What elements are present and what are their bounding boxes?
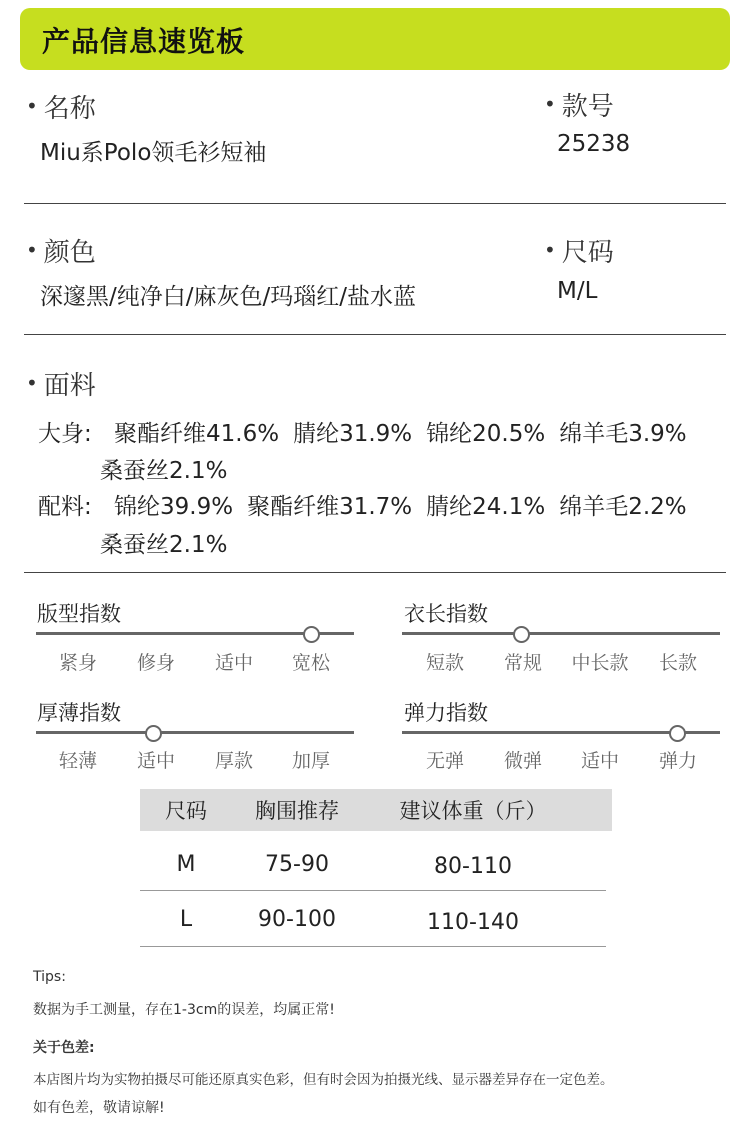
size-table-cell: 75-90 <box>265 852 329 877</box>
bullet-icon: • <box>26 371 38 395</box>
size-value: M/L <box>557 278 598 304</box>
fit-option: 紧身 <box>58 652 97 674</box>
tips-color-note: 本店图片均为实物拍摄尽可能还原真实色彩，但有时会因为拍摄光线、显示器差异存在一定色差。 <box>33 1072 614 1088</box>
fabric-body-row <box>38 415 701 448</box>
fabric-body-item: 聚酯纤维41.6% <box>114 421 280 447</box>
thickness-index-track <box>36 731 354 734</box>
fabric-body-item: 锦纶20.5% <box>426 421 546 447</box>
fabric-trim-item: 腈纶24.1% <box>426 494 546 520</box>
length-option: 长款 <box>658 652 697 674</box>
fit-option: 修身 <box>136 652 175 674</box>
name-value: Miu系Polo领毛衫短袖 <box>40 140 267 166</box>
length-option: 中长款 <box>571 652 629 674</box>
style-no-label: 款号 <box>561 92 614 122</box>
length-index-track <box>402 632 720 635</box>
size-table-cell: 90-100 <box>258 907 336 932</box>
size-table-cell: L <box>179 907 193 932</box>
size-table-cell: 80-110 <box>434 854 512 879</box>
name-label-block <box>26 88 96 125</box>
color-label-block <box>26 232 96 269</box>
size-table-header-size: 尺码 <box>165 799 207 823</box>
style-no-value: 25238 <box>557 131 631 157</box>
divider <box>24 572 726 573</box>
length-option: 常规 <box>503 652 542 674</box>
thickness-option: 适中 <box>136 750 175 772</box>
fabric-body-item: 绵羊毛3.9% <box>559 421 687 447</box>
fit-option: 适中 <box>214 652 253 674</box>
name-label: 名称 <box>43 94 96 124</box>
thickness-option: 厚款 <box>214 750 253 772</box>
length-option: 短款 <box>425 652 464 674</box>
fabric-trim-label: 配料: <box>38 494 92 520</box>
divider <box>24 203 726 204</box>
color-label: 颜色 <box>43 238 96 268</box>
fit-index-title: 版型指数 <box>37 602 121 626</box>
size-label-block <box>544 232 614 269</box>
page-title: 产品信息速览板 <box>42 25 246 58</box>
fabric-body-item: 腈纶31.9% <box>293 421 413 447</box>
elasticity-index-knob[interactable] <box>669 725 686 742</box>
bullet-icon: • <box>544 92 556 116</box>
size-table-cell: M <box>176 852 196 877</box>
fabric-label: 面料 <box>43 371 96 401</box>
bullet-icon: • <box>544 238 556 262</box>
style-no-label-block <box>544 86 614 123</box>
elasticity-option: 适中 <box>580 750 619 772</box>
fabric-label-block <box>26 365 96 402</box>
fabric-trim-item: 锦纶39.9% <box>114 494 234 520</box>
fabric-trim-item: 绵羊毛2.2% <box>559 494 687 520</box>
elasticity-option: 无弹 <box>425 750 464 772</box>
fabric-body-label: 大身: <box>38 421 92 447</box>
tips-color-title: 关于色差: <box>33 1040 95 1056</box>
fabric-body-continued: 桑蚕丝2.1% <box>100 458 228 484</box>
elasticity-index-title: 弹力指数 <box>404 701 488 725</box>
size-table-header-weight: 建议体重（斤） <box>399 799 547 823</box>
tips-color-apology: 如有色差，敬请谅解! <box>33 1100 165 1116</box>
elasticity-option: 弹力 <box>658 750 697 772</box>
elasticity-option: 微弹 <box>503 750 542 772</box>
length-index-title: 衣长指数 <box>404 602 488 626</box>
thickness-index-title: 厚薄指数 <box>37 701 121 725</box>
header-banner <box>20 8 730 70</box>
thickness-option: 轻薄 <box>58 750 97 772</box>
thickness-index-knob[interactable] <box>145 725 162 742</box>
table-row-divider <box>140 890 606 891</box>
divider <box>24 334 726 335</box>
size-label: 尺码 <box>561 238 614 268</box>
bullet-icon: • <box>26 238 38 262</box>
fabric-trim-continued: 桑蚕丝2.1% <box>100 532 228 558</box>
length-index-knob[interactable] <box>513 626 530 643</box>
tips-measurement-note: 数据为手工测量，存在1-3cm的误差，均属正常! <box>33 1002 335 1018</box>
fit-index-knob[interactable] <box>303 626 320 643</box>
tips-title: Tips: <box>33 969 66 985</box>
fit-option: 宽松 <box>291 652 330 674</box>
table-row-divider <box>140 946 606 947</box>
size-table-cell: 110-140 <box>427 910 519 935</box>
fabric-trim-item: 聚酯纤维31.7% <box>247 494 413 520</box>
size-table-header-chest: 胸围推荐 <box>255 799 339 823</box>
fabric-trim-row <box>38 488 701 521</box>
thickness-option: 加厚 <box>291 750 330 772</box>
color-value: 深邃黑/纯净白/麻灰色/玛瑙红/盐水蓝 <box>40 284 416 310</box>
bullet-icon: • <box>26 94 38 118</box>
